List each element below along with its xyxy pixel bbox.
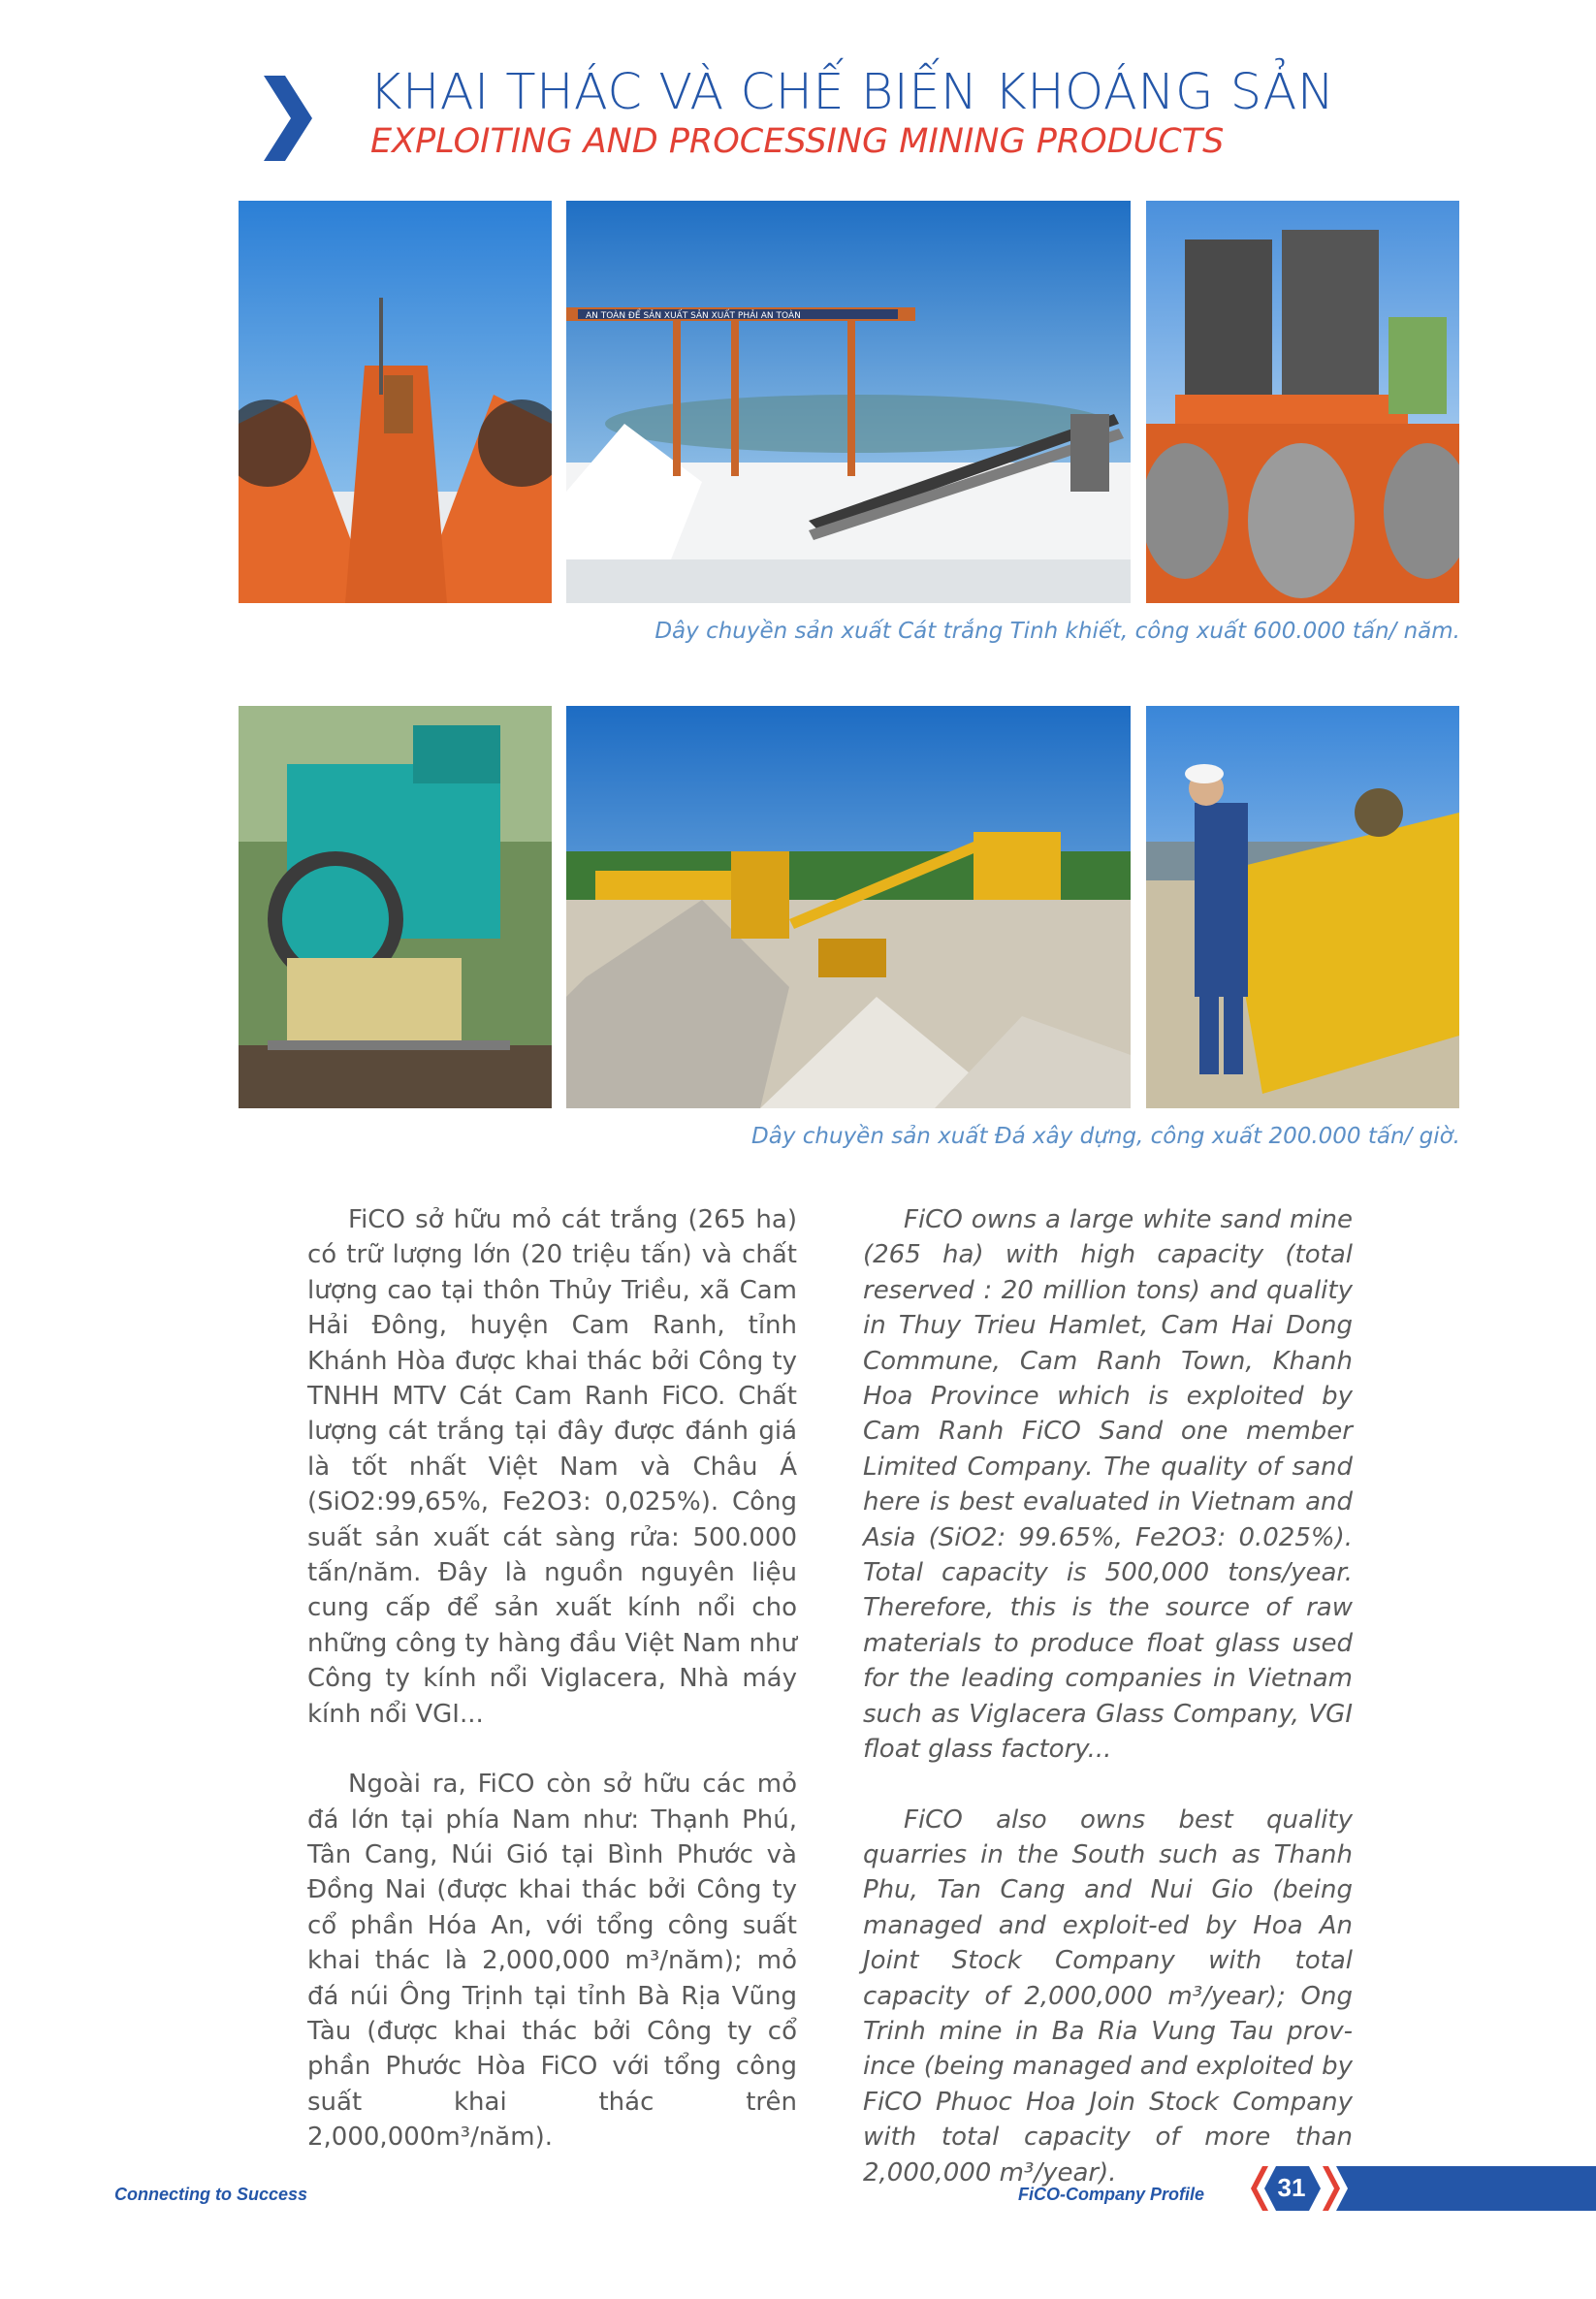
footer-tagline: Connecting to Success (114, 2185, 308, 2204)
paragraph-en-1: FiCO owns a large white sand mine (265 ha) with high capacity (total reserved : 20 million tons) and quality in Thuy Trieu Hamlet, Cam Hai Dong Commune, Cam Ranh Town, Khanh Hoa Province which is exploited by Cam Ranh FiCO Sand one member Limited Company. The quality of sand here is best evaluated in Vietnam and Asia (SiO2: 99.65%, Fe2O3: 0.025%). Total capacity is 500,000 tons/year. Therefore, this is the source of raw materials to produce float glass used for the leading companies in Vietnam such as Viglacera Glass Company, VGI float glass factory... (863, 1205, 1353, 1765)
photo-worker-at-screen (1146, 706, 1459, 1108)
chevron-right-icon (264, 76, 312, 161)
footer-profile-label: FiCO-Company Profile (1018, 2185, 1205, 2204)
photo-stone-crusher-plant (566, 706, 1131, 1108)
photo-sand-screening-drums (1146, 201, 1459, 603)
safety-banner-text: AN TOÀN ĐỂ SẢN XUẤT SẢN XUẤT PHẢI AN TOÀN (586, 311, 801, 321)
gallery-caption-stone: Dây chuyền sản xuất Đá xây dựng, công xuất 200.000 tấn/ giờ. (751, 1124, 1460, 1149)
body-column-vietnamese (307, 1202, 797, 2155)
body-column-english (863, 1202, 1353, 2190)
photo-sand-plant-gantry (566, 201, 1131, 603)
photo-sand-conveyor-orange (239, 201, 552, 603)
photo-stone-cutting-machine (239, 706, 552, 1108)
paragraph-en-2: FiCO also owns best quality quarries in the South such as Thanh Phu, Tan Cang and Nui Gio (being managed and exploit-ed by Hoa An Joint Stock Company with total capacity of 2,000,000 m³/year); Ong Trinh mine in Ba Ria Vung Tau prov-ince (being managed and exploited by FiCO Phuoc Hoa Join Stock Company with total capacity of more than 2,000,000 m³/year). (863, 1804, 1353, 2187)
gallery-caption-sand: Dây chuyền sản xuất Cát trắng Tinh khiết, công xuất 600.000 tấn/ năm. (654, 619, 1460, 644)
paragraph-vn-2: Ngoài ra, FiCO còn sở hữu các mỏ đá lớn tại phía Nam như: Thạnh Phú, Tân Cang, Núi Gió tại Bình Phước và Đồng Nai (được khai thác bởi Công ty cổ phần Hóa An, với tổng công suất khai thác là 2,000,000 m³/năm); mỏ đá núi Ông Trịnh tại tỉnh Bà Rịa Vũng Tàu (được khai thác bởi Công ty cổ phần Phước Hòa FiCO với tổng công suất khai thác trên 2,000,000m³/năm). (307, 1770, 797, 2153)
paragraph-vn-1: FiCO sở hữu mỏ cát trắng (265 ha) có trữ lượng lớn (20 triệu tấn) và chất lượng cao tại thôn Thủy Triều, xã Cam Hải Đông, huyện Cam Ranh, tỉnh Khánh Hòa được khai thác bởi Công ty TNHH MTV Cát Cam Ranh FiCO. Chất lượng cát trắng tại đây được đánh giá là tốt nhất Việt Nam và Châu Á (SiO2:99,65%, Fe2O3: 0,025%). Công suất sản xuất cát sàng rửa: 500.000 tấn/năm. Đây là nguồn nguyên liệu cung cấp để sản xuất kính nổi cho những công ty hàng đầu Việt Nam như Công ty kính nổi Viglacera, Nhà máy kính nổi VGI... (307, 1205, 797, 1729)
page-number: 31 (1277, 2173, 1306, 2202)
page-subtitle: EXPLOITING AND PROCESSING MINING PRODUCTS (370, 122, 1225, 161)
page-title: KHAI THÁC VÀ CHẾ BIẾN KHOÁNG SẢN (369, 64, 1335, 121)
